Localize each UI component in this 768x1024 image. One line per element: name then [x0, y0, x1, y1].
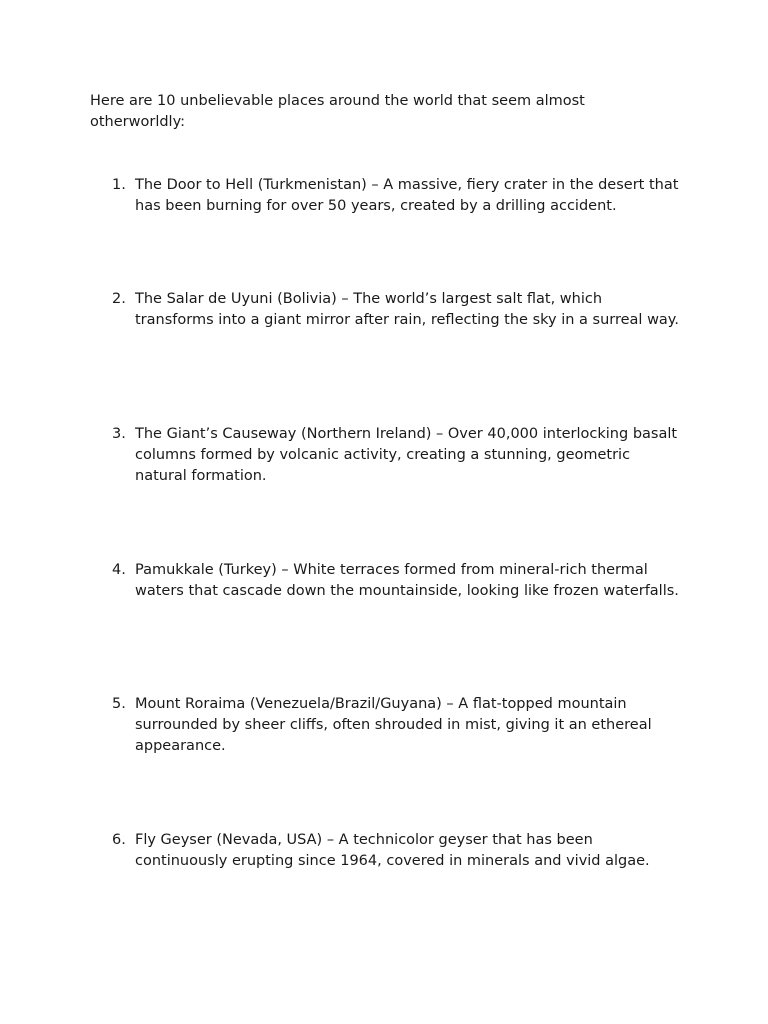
list-item-text: The Giant’s Causeway (Northern Ireland) – Over 40,000 interlocking basalt columns formed by volcanic activity, creating a stunning, geometric natural formation.: [135, 426, 678, 484]
list-item-number: 3.: [112, 426, 126, 442]
list-item-number: 5.: [112, 696, 126, 712]
intro-paragraph: Here are 10 unbelievable places around the world that seem almost otherworldly:: [90, 93, 585, 130]
list-item-number: 6.: [112, 832, 126, 848]
list-item-number: 2.: [112, 291, 126, 307]
list-item-text: Fly Geyser (Nevada, USA) – A technicolor geyser that has been continuously erupting since 1964, covered in minerals and vivid algae.: [135, 832, 650, 869]
list-item-text: Mount Roraima (Venezuela/Brazil/Guyana) – A flat-topped mountain surrounded by sheer cliffs, often shrouded in mist, giving it an ethereal appearance.: [135, 696, 652, 754]
list-item-number: 1.: [112, 177, 126, 193]
list-item-number: 4.: [112, 562, 126, 578]
list-item-text: Pamukkale (Turkey) – White terraces formed from mineral-rich thermal waters that cascade down the mountainside, looking like frozen waterfalls.: [135, 562, 679, 599]
list-item-text: The Salar de Uyuni (Bolivia) – The world’s largest salt flat, which transforms into a giant mirror after rain, reflecting the sky in a surreal way.: [135, 291, 679, 328]
list-item-text: The Door to Hell (Turkmenistan) – A massive, fiery crater in the desert that has been burning for over 50 years, created by a drilling accident.: [135, 177, 679, 214]
